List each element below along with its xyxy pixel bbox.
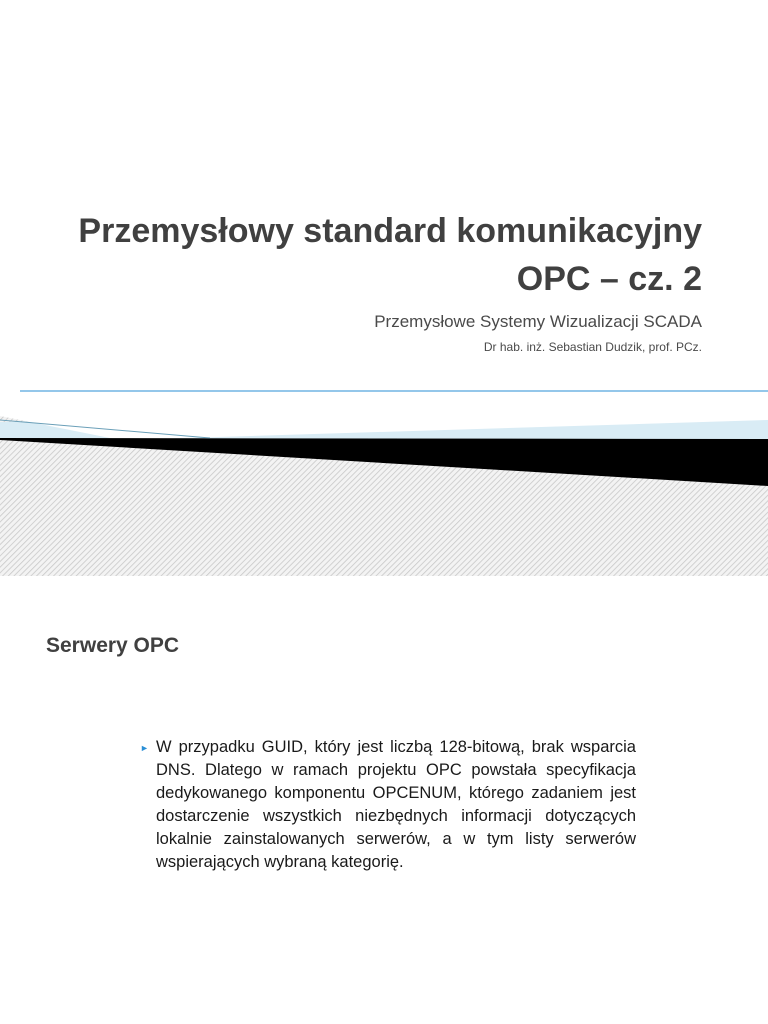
- decorative-band: [0, 380, 768, 576]
- content-slide: [0, 576, 768, 1024]
- slide-title-line-1: Przemysłowy standard komunikacyjny: [78, 212, 702, 250]
- triangle-bullet-icon: ►: [140, 743, 149, 753]
- slide-title-line-2: OPC – cz. 2: [516, 260, 702, 298]
- bullet-text: W przypadku GUID, który jest liczbą 128-bitową, brak wsparcia DNS. Dlatego w ramach projektu OPC powstała specyfikacja dedykowanego komponentu OPCENUM, którego zadaniem jest dostarczenie wszystkich niezbędnych informacji dotyczących lokalnie zainstalowanych serwerów, a w tym listy serwerów wspierających wybraną kategorię.: [156, 738, 636, 871]
- author-line: Dr hab. inż. Sebastian Dudzik, prof. PCz.: [483, 340, 702, 354]
- slide-title: [42, 207, 702, 303]
- section-heading: Serwery OPC: [46, 634, 180, 657]
- slide-subtitle: Przemysłowe Systemy Wizualizacji SCADA: [374, 312, 702, 331]
- list-item: [138, 736, 636, 874]
- bullet-list: [138, 736, 636, 874]
